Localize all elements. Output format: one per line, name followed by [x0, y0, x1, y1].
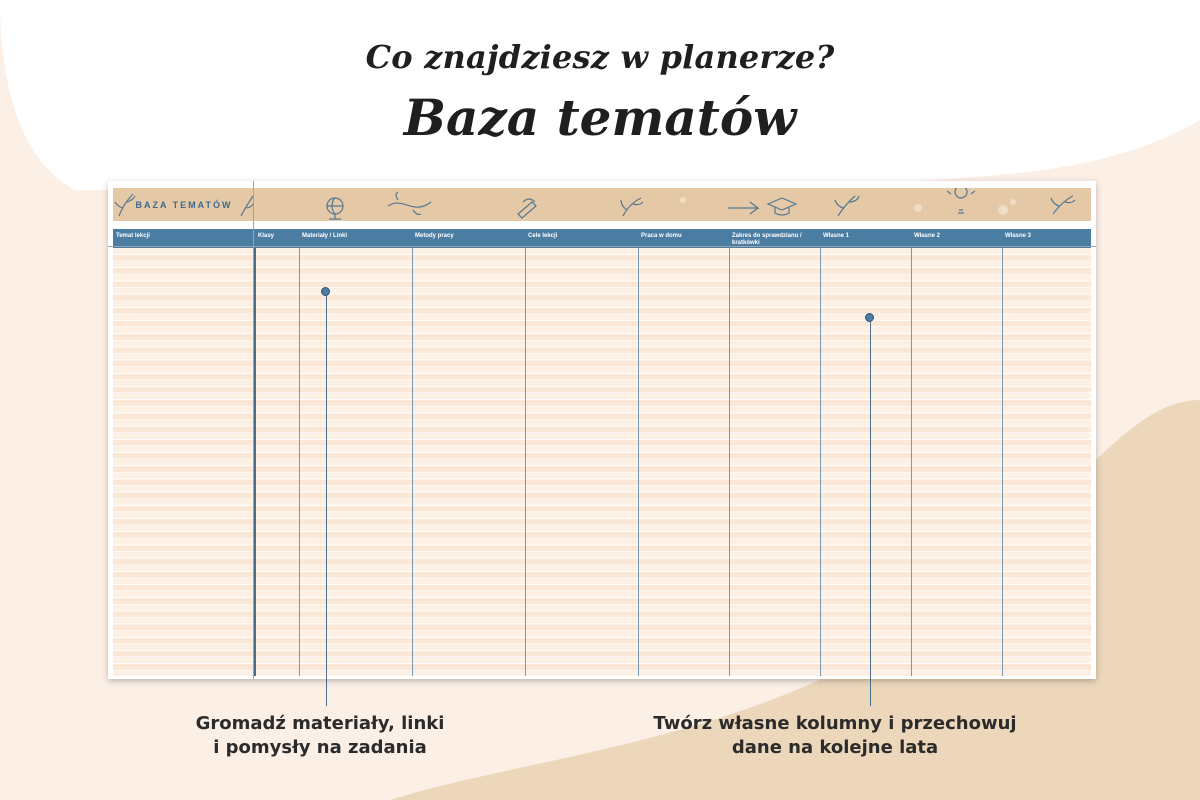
- column-header[interactable]: Klasy: [258, 233, 275, 239]
- column-header[interactable]: Zakres do sprawdzianu / kratkówki: [732, 233, 802, 246]
- botanical-decoration-icon: [113, 188, 1091, 221]
- column-divider: [638, 248, 639, 676]
- column-header[interactable]: Materiały / Linki: [302, 233, 348, 239]
- caption-right-line2: dane na kolejne lata: [731, 737, 939, 758]
- frozen-column-divider: [253, 181, 254, 679]
- column-divider: [412, 248, 413, 676]
- column-header[interactable]: Cele lekcji: [528, 233, 558, 239]
- column-divider: [1002, 248, 1003, 676]
- column-header[interactable]: Własne 2: [914, 233, 941, 239]
- column-header[interactable]: Własne 1: [823, 233, 850, 239]
- column-divider: [299, 248, 300, 676]
- sheet-banner-label: BAZA TEMATÓW: [135, 199, 233, 210]
- caption-left: [140, 712, 500, 760]
- page-title: Baza tematów: [403, 88, 797, 147]
- callout-line-left: [326, 292, 327, 706]
- column-header[interactable]: Metody pracy: [415, 233, 454, 239]
- column-divider: [911, 248, 912, 676]
- column-header[interactable]: Temat lekcji: [116, 233, 150, 239]
- sheet-grid[interactable]: [113, 248, 1091, 676]
- callout-dot-left: [321, 287, 330, 296]
- column-divider: [525, 248, 526, 676]
- caption-right: [630, 712, 1040, 760]
- page-subtitle: Co znajdziesz w planerze?: [365, 38, 835, 76]
- table-rows: [113, 248, 1091, 676]
- spreadsheet-preview: [108, 181, 1096, 679]
- column-header[interactable]: Własne 3: [1005, 233, 1032, 239]
- caption-left-line2: i pomysły na zadania: [213, 737, 427, 758]
- column-divider: [729, 248, 730, 676]
- column-divider: [254, 248, 256, 676]
- column-divider: [820, 248, 821, 676]
- sheet-banner: [113, 188, 1091, 221]
- callout-line-right: [870, 317, 871, 706]
- caption-right-line1: Twórz własne kolumny i przechowuj: [653, 713, 1017, 734]
- frozen-row-divider: [108, 246, 1096, 247]
- column-header[interactable]: Praca w domu: [641, 233, 682, 239]
- caption-left-line1: Gromadź materiały, linki: [195, 713, 445, 734]
- callout-dot-right: [865, 313, 874, 322]
